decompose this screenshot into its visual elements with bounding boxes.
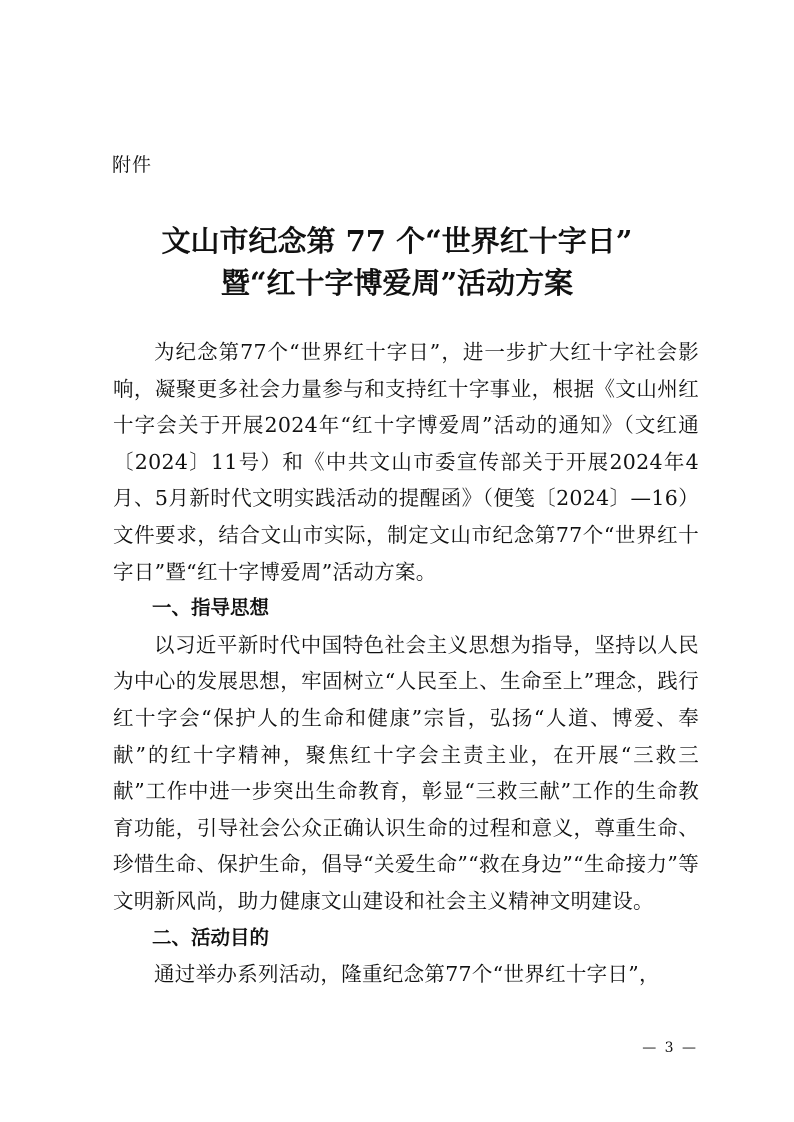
section-paragraph-guiding-ideology: 以习近平新时代中国特色社会主义思想为指导，坚持以人民为中心的发展思想，牢固树立“人民至上、生命至上”理念，践行红十字会“保护人的生命和健康”宗旨，弘扬“人道、博爱、奉献”的红十字精神，聚焦红十字会主责主业，在开展“三救三献”工作中进一步突出生命教育，彰显“三救三献”工作的生命教育功能，引导社会公众正确认识生命的过程和意义，尊重生命、珍惜生命、保护生命，倡导“关爱生命”“救在身边”“生命接力”等文明新风尚，助力健康文山建设和社会主义精神文明建设。	[113, 632, 699, 913]
section-heading-activity-purpose: 二、活动目的	[152, 925, 270, 949]
document-title-line-2: 暨“红十字博爱周”活动方案	[220, 266, 574, 300]
section-heading-guiding-ideology: 一、指导思想	[152, 596, 270, 620]
document-title-line-1: 文山市纪念第 77 个“世界红十字日”	[161, 224, 633, 258]
document-body	[113, 334, 699, 993]
intro-paragraph: 为纪念第77个“世界红十字日”，进一步扩大红十字社会影响，凝聚更多社会力量参与和支持红十字事业，根据《文山州红十字会关于开展2024年“红十字博爱周”活动的通知》（文红通〔2024〕11号）和《中共文山市委宣传部关于开展2024年4月、5月新时代文明实践活动的提醒函》（便笺〔2024〕—16）文件要求，结合文山市实际，制定文山市纪念第77个“世界红十字日”暨“红十字博爱周”活动方案。	[113, 340, 699, 584]
section-paragraph-activity-purpose: 通过举办系列活动，隆重纪念第77个“世界红十字日”，	[154, 962, 660, 987]
attachment-label: 附件	[112, 154, 153, 176]
page-number: — 3 —	[642, 1040, 698, 1056]
